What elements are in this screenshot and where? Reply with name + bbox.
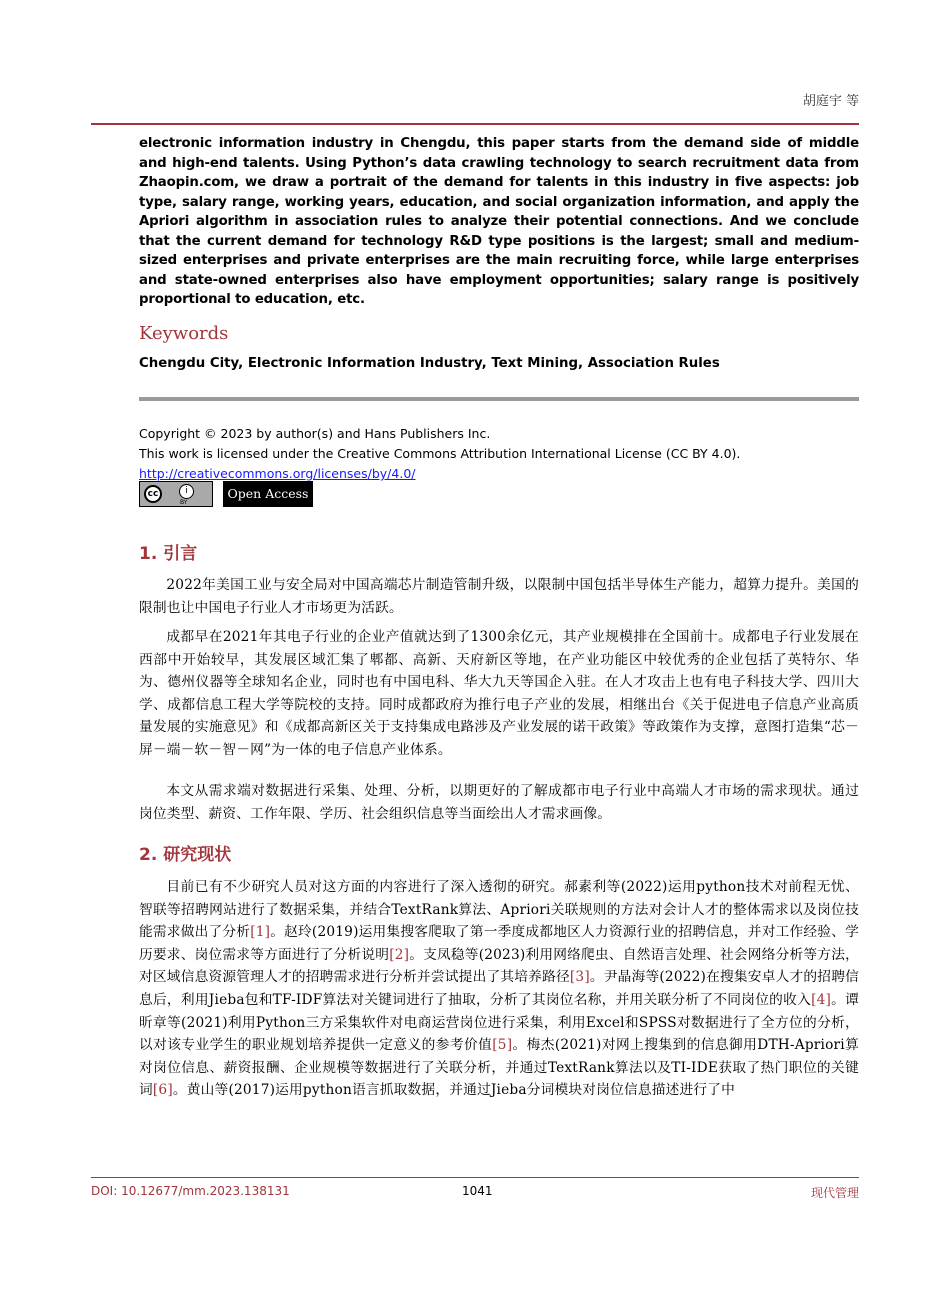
cc-by-badge[interactable]: [139, 481, 213, 507]
citation-link[interactable]: [3]: [569, 969, 590, 986]
open-access-badge: Open Access: [223, 481, 313, 507]
by-label: BY: [180, 499, 188, 506]
attribution-icon: i: [179, 484, 194, 499]
paragraph: [139, 876, 859, 1102]
section-1-title: 1. 引言: [139, 544, 198, 564]
section-2-title: 2. 研究现状: [139, 845, 232, 865]
keywords-text: Chengdu City, Electronic Information Industry, Text Mining, Association Rules: [139, 356, 720, 371]
copyright-line: Copyright © 2023 by author(s) and Hans Publishers Inc.: [139, 426, 491, 441]
running-author: 胡庭宇 等: [802, 94, 859, 109]
citation-link[interactable]: [4]: [811, 991, 832, 1008]
paragraph: 成都早在2021年其电子行业的企业产值就达到了1300余亿元，其产业规模排在全国前十。成都电子行业发展在西部中开始较早，其发展区域汇集了郫都、高新、天府新区等地，在产业功能区中较优秀的企业包括了英特尔、华为、德州仪器等全球知名企业，同时也有中国电科、华大九天等国企入驻。在人才攻击上也有电子科技大学、四川大学、成都信息工程大学等院校的支持。同时成都政府为推行电子产业的发展，相继出台《关于促进电子信息产业高质量发展的实施意见》和《成都高新区关于支持集成电路涉及产业发展的诺干政策》等政策作为支撑，意图打造集“芯－屏－端－软－智－网”为一体的电子信息产业体系。: [139, 629, 859, 758]
journal-name: 现代管理: [810, 1186, 859, 1200]
text-run: 。赵玲(2019)运用集搜客爬取了第一季度成都地区人力资源行业的招聘信息，并对工作经验、学历要求、岗位需求等方面进行了分析说明: [139, 924, 859, 963]
doi-label: DOI: 10.12677/mm.2023.138131: [91, 1184, 290, 1198]
footer-rule: [91, 1177, 859, 1178]
citation-link[interactable]: [5]: [492, 1037, 513, 1054]
text-run: 目前已有不少研究人员对这方面的内容进行了深入透彻的研究。郝素利等(2022)运用python技术对前程无忧、智联等招聘网站进行了数据采集，并结合TextRank算法、Apriori关联规则的方法对会计人才的整体需求以及岗位技能需求做出了分析: [139, 879, 859, 941]
header-rule: [91, 123, 859, 125]
citation-link[interactable]: [1]: [250, 924, 271, 941]
text-run: 。谭昕章等(2021)利用Python三方采集软件对电商运营岗位进行采集，利用Excel和SPSS对数据进行了全方位的分析，以对该专业学生的职业规划培养提供一定意义的参考价值: [139, 991, 859, 1054]
text-run: 。支凤稳等(2023)利用网络爬虫、自然语言处理、社会网络分析等方法，对区域信息资源管理人才的招聘需求进行分析并尝试提出了其培养路径: [139, 946, 859, 986]
page-number: 1041: [462, 1184, 493, 1198]
text-run: 。尹晶海等(2022)在搜集安卓人才的招聘信息后，利用Jieba包和TF-IDF算法对关键词进行了抽取，分析了其岗位名称，并用关联分析了不同岗位的收入: [139, 969, 859, 1008]
paragraph: 2022年美国工业与安全局对中国高端芯片制造管制升级，以限制中国包括半导体生产能力，超算力提升。美国的限制也让中国电子行业人才市场更为活跃。: [139, 577, 859, 616]
cc-icon: cc: [144, 485, 162, 503]
abstract-text: electronic information industry in Chengdu, this paper starts from the demand side of middle and high-end talents. Using Python’s data crawling technology to search recruitment data from Zhaopin.com, we draw a portrait of the demand for talents in this industry in five aspects: job type, salary range, working years, education, and social organization information, and apply the Apriori algorithm in association rules to analyze their potential connections. And we conclude that the current demand for technology R&D type positions is the largest; small and medium-sized enterprises and private enterprises are the main recruiting force, while large enterprises and state-owned enterprises also have employment opportunities; salary range is positively proportional to education, etc.: [139, 136, 859, 307]
citation-link[interactable]: [6]: [152, 1082, 173, 1099]
section-divider: [139, 397, 859, 401]
copyright-block: [139, 424, 859, 484]
license-line: This work is licensed under the Creative Commons Attribution International License (CC BY 4.0).: [139, 446, 741, 461]
license-link[interactable]: http://creativecommons.org/licenses/by/4.0/: [139, 466, 416, 481]
paragraph: 本文从需求端对数据进行采集、处理、分析，以期更好的了解成都市电子行业中高端人才市场的需求现状。通过岗位类型、薪资、工作年限、学历、社会组织信息等当面绘出人才需求画像。: [139, 783, 859, 822]
text-run: 。梅杰(2021)对网上搜集到的信息御用DTH-Apriori算对岗位信息、薪资报酬、企业规模等数据进行了关联分析，并通过TextRank算法以及TI-IDE获取了热门职位的关键词: [139, 1037, 859, 1099]
keywords-heading: Keywords: [139, 323, 229, 344]
citation-link[interactable]: [2]: [389, 946, 410, 963]
text-run: 。黄山等(2017)运用python语言抓取数据，并通过Jieba分词模块对岗位信息描述进行了中: [172, 1082, 736, 1099]
